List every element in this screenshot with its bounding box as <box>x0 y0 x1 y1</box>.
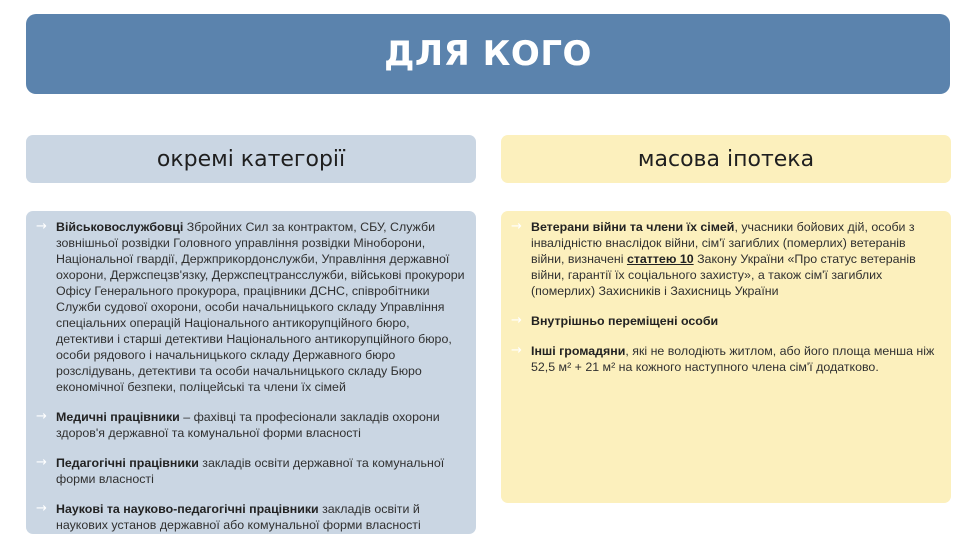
list-item-text <box>531 219 941 299</box>
list-item-text <box>531 343 941 375</box>
left-category-label: окремі категорії <box>156 146 346 172</box>
arrow-right-icon: → <box>511 343 522 358</box>
list-item-text <box>531 313 941 329</box>
list-item-rest: , учасники бойових дій, особи з інвалідністю внаслідок війни, сім'ї загиблих (померлих) ветеранів війни, визначені <box>531 220 915 266</box>
list-item-bold: Педагогічні працівники <box>56 456 199 470</box>
arrow-right-icon: → <box>36 455 47 470</box>
list-item-bold: Військовослужбовці <box>56 220 184 234</box>
left-category-panel <box>26 211 476 534</box>
list-item-bold: Внутрішньо переміщені особи <box>531 314 719 328</box>
right-category-label: масова іпотека <box>637 146 815 172</box>
right-category-header <box>501 135 951 183</box>
list-item-rest: Закону України «Про статус ветеранів війни, гарантії їх соціального захисту», а також сім'ї загиблих (померлих) Захисників і Захисниць України <box>531 252 916 298</box>
right-category-panel <box>501 211 951 503</box>
list-item-rest: Збройних Сил за контрактом, СБУ, Служби зовнішньої розвідки Головного управління розвідки Міноборони, Національної гвардії, Держприкордонслужби, Управління державної охорони, Держспецзв'язку, Держспецтрансслужби, військові прокурори Офісу Генерального прокурора, працівники ДСНС, співробітники Служби судової охорони, особи начальницького складу Управління спеціальних операцій Національного антикорупційного бюро, детективи і старші детективи Національного антикорупційного бюро, особи рядового і начальницького складу Державного бюро розслідувань, детективи та особи начальницького складу Бюро економічної безпеки, поліцейські та члени їх сімей <box>56 220 465 394</box>
list-item-text <box>56 501 466 533</box>
list-item-text <box>56 455 466 487</box>
title-banner <box>26 14 950 94</box>
list-item-text <box>56 219 466 395</box>
list-item <box>511 343 941 375</box>
list-item-rest: закладів освіти державної та комунальної форми власності <box>56 456 445 486</box>
arrow-right-icon: → <box>36 501 47 516</box>
list-item-rest: закладів освіти й наукових установ державної або комунальної форми власності <box>56 502 421 532</box>
list-item <box>36 219 466 395</box>
page-title: ДЛЯ КОГО <box>384 34 592 74</box>
list-item <box>36 501 466 533</box>
list-item-bold: Ветерани війни та члени їх сімей <box>531 220 735 234</box>
arrow-right-icon: → <box>36 409 47 424</box>
list-item <box>511 313 941 329</box>
arrow-right-icon: → <box>36 219 47 234</box>
list-item-bold: Інші громадяни <box>531 344 626 358</box>
arrow-right-icon: → <box>511 219 522 234</box>
left-category-header <box>26 135 476 183</box>
list-item-rest: – фахівці та професіонали закладів охорони здоров'я державної та комунальної форми власності <box>56 410 440 440</box>
list-item-bold: Наукові та науково-педагогічні працівники <box>56 502 319 516</box>
list-item-text <box>56 409 466 441</box>
list-item-bold: Медичні працівники <box>56 410 180 424</box>
law-article-link[interactable]: статтею 10 <box>626 252 694 266</box>
list-item <box>36 455 466 487</box>
list-item <box>511 219 941 299</box>
list-item <box>36 409 466 441</box>
list-item-rest: , які не володіють житлом, або його площа менша ніж 52,5 м² + 21 м² на кожного наступного члена сім'ї додатково. <box>531 344 935 374</box>
arrow-right-icon: → <box>511 313 522 328</box>
